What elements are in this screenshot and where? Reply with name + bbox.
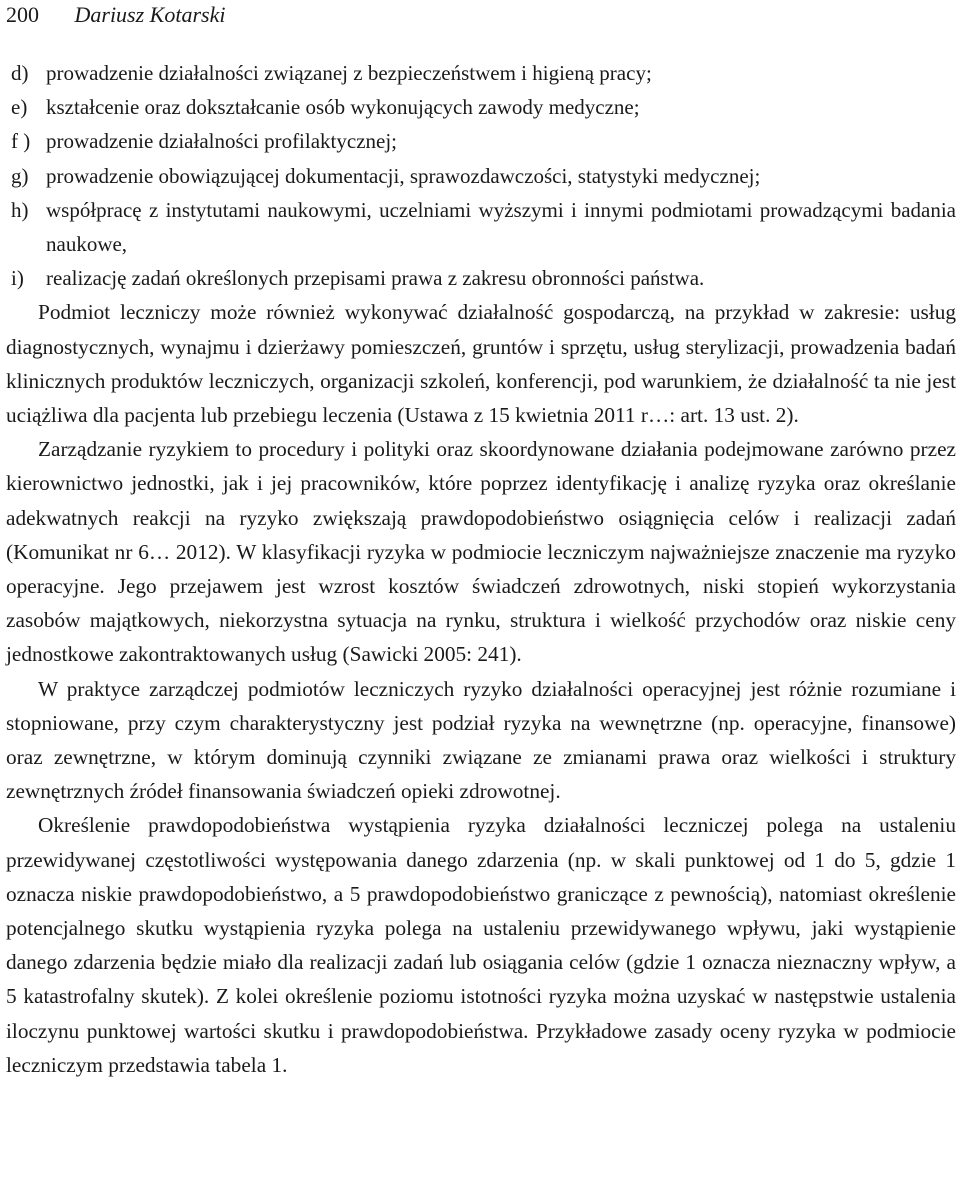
activity-list <box>6 56 956 295</box>
list-item <box>6 124 956 158</box>
paragraph-business-activity: Podmiot leczniczy może również wykonywać działalność gospodarczą, na przykład w zakresie: usług diagnostycznych, wynajmu i dzierżawy pomieszczeń, gruntów i sprzętu, usług sterylizacji, prowadzenia badań klinicznych produktów leczniczych, organizacji szkoleń, konferencji, pod warunkiem, że działalność ta nie jest uciążliwa dla pacjenta lub przebiegu leczenia (Ustawa z 15 kwietnia 2011 r…: art. 13 ust. 2). <box>6 300 956 428</box>
paragraph-risk-management: Zarządzanie ryzykiem to procedury i polityki oraz skoordynowane działania podejmowane zarówno przez kierownictwo jednostki, jak i jej pracowników, które poprzez identyfikację i analizę ryzyka oraz określanie adekwatnych reakcji na ryzyko zwiększają prawdopodobieństwo osiągnięcia celów i realizacji zadań (Komunikat nr 6… 2012). W klasyfikacji ryzyka w podmiocie leczniczym najważniejsze znaczenie ma ryzyko operacyjne. Jego przejawem jest wzrost kosztów świadczeń zdrowotnych, niski stopień wykorzystania zasobów majątkowych, niekorzystna sytuacja na rynku, struktura i wielkość przychodów oraz niskie ceny jednostkowe zakontraktowanych usług (Sawicki 2005: 241). <box>6 437 956 667</box>
list-item <box>6 56 956 90</box>
list-marker: d) <box>11 61 29 85</box>
page-header <box>6 0 956 38</box>
list-marker: e) <box>11 95 28 120</box>
list-item-text: prowadzenie działalności związanej z bezpieczeństwem i higieną pracy; <box>46 61 652 85</box>
list-marker: g) <box>11 163 29 188</box>
paragraph-operational-risk: W praktyce zarządczej podmiotów leczniczych ryzyko działalności operacyjnej jest różnie rozumiane i stopniowane, przy czym charakterystyczny jest podział ryzyka na wewnętrzne (np. operacyjne, finansowe) oraz zewnętrzne, w którym dominują czynniki związane ze zmianami prawa oraz wielkości i struktury zewnętrznych źródeł finansowania świadczeń opieki zdrowotnej. <box>6 676 956 804</box>
list-item-text: prowadzenie obowiązującej dokumentacji, sprawozdawczości, statystyki medycznej; <box>46 163 761 188</box>
list-marker: h) <box>11 197 29 222</box>
list-item <box>6 193 956 261</box>
document-page <box>6 0 956 1082</box>
list-item-text: kształcenie oraz dokształcanie osób wykonujących zawody medyczne; <box>46 95 640 120</box>
paragraph-risk-assessment: Określenie prawdopodobieństwa wystąpienia ryzyka działalności leczniczej polega na ustaleniu przewidywanej częstotliwości występowania danego zdarzenia (np. w skali punktowej od 1 do 5, gdzie 1 oznacza niskie prawdopodobieństwo, a 5 prawdopodobieństwo graniczące z pewnością), natomiast określenie potencjalnego skutku wystąpienia ryzyka polega na ustaleniu przewidywanego wpływu, jaki wystąpienie danego zdarzenia będzie miało dla realizacji zadań lub osiągania celów (gdzie 1 oznacza nieznaczny wpływ, a 5 katastrofalny skutek). Z kolei określenie poziomu istotności ryzyka można uzyskać w następstwie ustalenia iloczynu punktowej wartości skutku i prawdopodobieństwa. Przykładowe zasady oceny ryzyka w podmiocie leczniczym przedstawia tabela 1. <box>6 813 956 1077</box>
page-number: 200 <box>6 2 39 27</box>
list-marker: f ) <box>11 129 31 154</box>
list-item-text: prowadzenie działalności profilaktycznej; <box>46 129 398 154</box>
list-item-text: współpracę z instytutami naukowymi, uczelniami wyższymi i innymi podmiotami prowadzącymi badania naukowe, <box>46 197 956 257</box>
list-marker: i) <box>11 266 24 291</box>
list-item <box>6 261 956 295</box>
list-item <box>6 159 956 193</box>
running-head: Dariusz Kotarski <box>74 2 226 27</box>
list-item-text: realizację zadań określonych przepisami prawa z zakresu obronności państwa. <box>46 266 705 291</box>
list-item <box>6 90 956 124</box>
